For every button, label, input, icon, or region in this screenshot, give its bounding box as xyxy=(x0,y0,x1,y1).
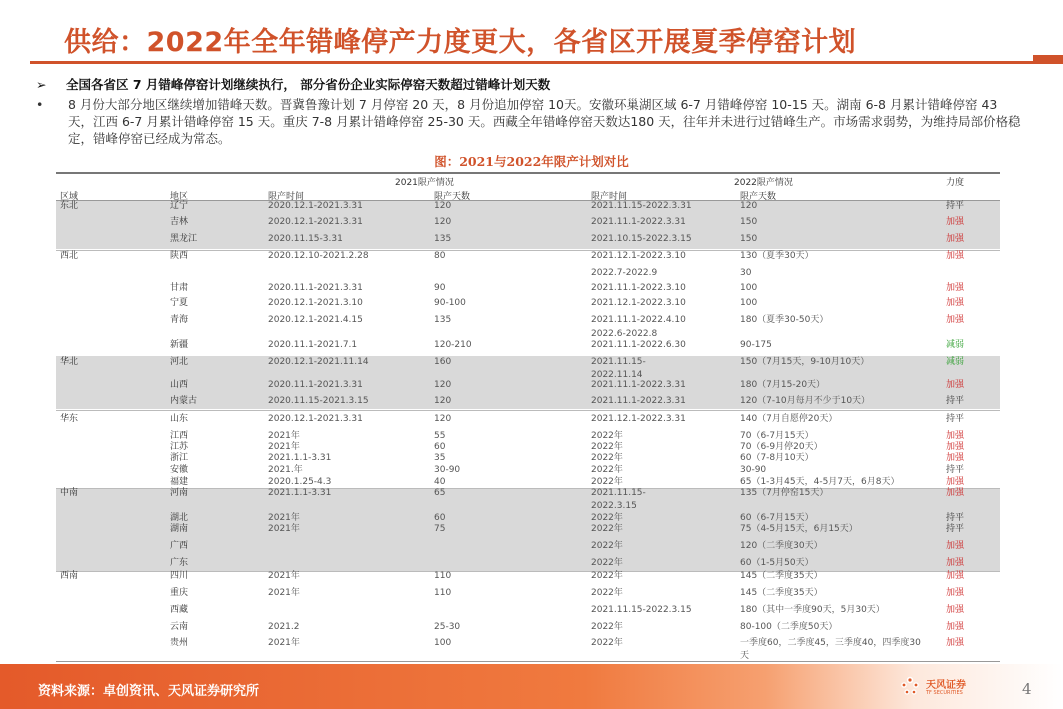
cell-days-2022: 180（其中一季度90天，5月30天） xyxy=(740,605,885,615)
cell-days-2021: 110 xyxy=(434,571,452,581)
brand-name-en: TF SECURITIES xyxy=(926,690,963,696)
cell-days-2022: 180（7月15-20天） xyxy=(740,380,826,390)
cell-days-2022: 140（7月自愿停20天） xyxy=(740,414,838,424)
cell-days-2021: 90-100 xyxy=(434,298,466,308)
cell-time-2021: 2020.12.1-2021.3.10 xyxy=(268,298,363,308)
cell-province: 广东 xyxy=(170,558,189,568)
arrow-bullet-icon: ➢ xyxy=(36,77,47,92)
cell-time-2022: 2021.11.15- xyxy=(591,357,646,367)
cell-time-2021: 2021年 xyxy=(268,442,300,452)
cell-days-2021: 120-210 xyxy=(434,340,472,350)
cell-time-2022: 2022年 xyxy=(591,541,623,551)
cell-time-2022: 2021.11.15-2022.3.31 xyxy=(591,201,692,211)
cell-time-2022: 2022年 xyxy=(591,513,623,523)
cell-time-2021: 2020.1.25-4.3 xyxy=(268,477,332,487)
cell-days-2022: 145（二季度35天） xyxy=(740,571,823,581)
cell-days-2022: 60（7-8月10天） xyxy=(740,453,814,463)
cell-region: 西北 xyxy=(60,251,79,261)
header-limit-time-2022: 限产时间 xyxy=(591,192,628,202)
region-separator xyxy=(56,410,1000,411)
cell-days-2022: 150 xyxy=(740,234,758,244)
cell-days-2022: 145（二季度35天） xyxy=(740,588,823,598)
cell-days-2022: 60（6-7月15天） xyxy=(740,513,814,523)
cell-province: 新疆 xyxy=(170,340,189,350)
cell-time-2022: 2021.11.1-2022.4.10 xyxy=(591,315,686,325)
cell-time-2021: 2020.12.1-2021.3.31 xyxy=(268,414,363,424)
cell-province: 安徽 xyxy=(170,465,189,475)
cell-time-2021: 2020.12.1-2021.11.14 xyxy=(268,357,369,367)
cell-days-2022: 70（6-7月15天） xyxy=(740,431,814,441)
cell-province: 山东 xyxy=(170,414,189,424)
region-separator xyxy=(56,488,1000,489)
cell-province: 宁夏 xyxy=(170,298,189,308)
cell-days-2021: 110 xyxy=(434,588,452,598)
cell-level: 持平 xyxy=(946,465,965,475)
cell-level: 加强 xyxy=(946,298,965,308)
cell-time-2021: 2021年 xyxy=(268,524,300,534)
cell-time-2022: 2022.6-2022.8 xyxy=(591,329,658,339)
cell-days-2022: 120（7-10月每月不少于10天） xyxy=(740,396,871,406)
cell-days-2022: 天 xyxy=(740,651,750,661)
cell-days-2021: 35 xyxy=(434,453,446,463)
cell-days-2022: 75（4-5月15天，6月15天） xyxy=(740,524,858,534)
header-2022-group: 2022限产情况 xyxy=(734,178,793,188)
dot-bullet-icon: • xyxy=(36,97,44,112)
header-limit-time-2021: 限产时间 xyxy=(268,192,305,202)
cell-time-2022: 2022年 xyxy=(591,571,623,581)
cell-days-2021: 120 xyxy=(434,201,452,211)
cell-level: 持平 xyxy=(946,201,965,211)
cell-time-2022: 2021.11.1-2022.3.31 xyxy=(591,380,686,390)
detail-paragraph-text: 8 月份大部分地区继续增加错峰天数。晋冀鲁豫计划 7 月停窑 20 天，8 月份追加停窑 10天。安徽环巢湖区域 6-7 月错峰停窑 10-15 天。湖南 6-8 月累计错峰停窑 43 天，江西 6-7 月累计错峰停窑 15 天。重庆 7-8 月累计错峰停窑 25-30 天。西藏全年错峰停窑天数达180 天，往年并未进行过错峰生产。市场需求弱势，为维持局部价格稳定，错峰停窑已经成为常态。 xyxy=(68,97,1021,146)
cell-days-2021: 135 xyxy=(434,315,452,325)
cell-region: 华东 xyxy=(60,414,79,424)
cell-time-2022: 2022年 xyxy=(591,477,623,487)
cell-days-2021: 60 xyxy=(434,442,446,452)
cell-province: 重庆 xyxy=(170,588,189,598)
cell-time-2021: 2021年 xyxy=(268,431,300,441)
cell-days-2021: 25-30 xyxy=(434,622,461,632)
header-2021-group: 2021限产情况 xyxy=(395,178,454,188)
cell-level: 加强 xyxy=(946,605,965,615)
cell-days-2022: 100 xyxy=(740,283,758,293)
cell-time-2021: 2021.1.1-3.31 xyxy=(268,453,332,463)
cell-days-2022: 80-100（二季度50天） xyxy=(740,622,838,632)
cell-days-2021: 120 xyxy=(434,396,452,406)
header-limit-days-2021: 限产天数 xyxy=(434,192,471,202)
cell-days-2022: 一季度60，二季度45，三季度40，四季度30 xyxy=(740,638,921,648)
cell-time-2022: 2021.12.1-2022.3.31 xyxy=(591,414,686,424)
cell-time-2021: 2020.11.1-2021.3.31 xyxy=(268,380,363,390)
cell-province: 贵州 xyxy=(170,638,189,648)
cell-province: 河南 xyxy=(170,488,189,498)
table-bottom-rule xyxy=(56,661,1000,662)
cell-level: 加强 xyxy=(946,380,965,390)
cell-days-2022: 60（1-5月50天） xyxy=(740,558,814,568)
cell-time-2022: 2021.11.1-2022.6.30 xyxy=(591,340,686,350)
key-point xyxy=(36,75,550,93)
cell-days-2021: 80 xyxy=(434,251,446,261)
cell-days-2021: 30-90 xyxy=(434,465,461,475)
cell-level: 加强 xyxy=(946,283,965,293)
cell-province: 江西 xyxy=(170,431,189,441)
cell-days-2022: 100 xyxy=(740,298,758,308)
cell-time-2021: 2021年 xyxy=(268,571,300,581)
brand-name: 天风证券 xyxy=(926,680,966,691)
cell-days-2021: 75 xyxy=(434,524,446,534)
cell-province: 内蒙古 xyxy=(170,396,198,406)
cell-days-2021: 40 xyxy=(434,477,446,487)
cell-level: 加强 xyxy=(946,541,965,551)
key-point-text: 全国各省区 7 月错峰停窑计划继续执行， 部分省份企业实际停窑天数超过错峰计划天数 xyxy=(66,77,551,92)
cell-province: 湖南 xyxy=(170,524,189,534)
cell-days-2021: 120 xyxy=(434,217,452,227)
cell-level: 加强 xyxy=(946,488,965,498)
cell-time-2022: 2022年 xyxy=(591,638,623,648)
cell-days-2021: 100 xyxy=(434,638,452,648)
page-number: 4 xyxy=(1022,680,1032,698)
cell-province: 辽宁 xyxy=(170,201,189,211)
cell-time-2021: 2020.12.1-2021.3.31 xyxy=(268,217,363,227)
cell-level: 加强 xyxy=(946,453,965,463)
cell-level: 加强 xyxy=(946,571,965,581)
cell-province: 甘肃 xyxy=(170,283,189,293)
cell-time-2021: 2021年 xyxy=(268,513,300,523)
cell-time-2021: 2020.11.1-2021.3.31 xyxy=(268,283,363,293)
cell-province: 山西 xyxy=(170,380,189,390)
cell-level: 持平 xyxy=(946,414,965,424)
title-corner-accent xyxy=(1033,55,1063,64)
cell-level: 减弱 xyxy=(946,357,965,367)
cell-province: 河北 xyxy=(170,357,189,367)
cell-level: 加强 xyxy=(946,622,965,632)
cell-province: 江苏 xyxy=(170,442,189,452)
cell-region: 中南 xyxy=(60,488,79,498)
title-divider xyxy=(30,61,1033,64)
cell-time-2022: 2021.12.1-2022.3.10 xyxy=(591,251,686,261)
cell-time-2022: 2021.11.15-2022.3.15 xyxy=(591,605,692,615)
cell-level: 加强 xyxy=(946,558,965,568)
cell-days-2022: 130（夏季30天） xyxy=(740,251,814,261)
cell-level: 减弱 xyxy=(946,340,965,350)
cell-level: 加强 xyxy=(946,217,965,227)
cell-time-2022: 2022年 xyxy=(591,558,623,568)
cell-region: 西南 xyxy=(60,571,79,581)
cell-level: 加强 xyxy=(946,251,965,261)
cell-level: 加强 xyxy=(946,638,965,648)
region-band xyxy=(56,489,1000,571)
cell-time-2022: 2022年 xyxy=(591,622,623,632)
cell-province: 青海 xyxy=(170,315,189,325)
cell-level: 持平 xyxy=(946,513,965,523)
cell-days-2021: 60 xyxy=(434,513,446,523)
cell-time-2022: 2021.12.1-2022.3.10 xyxy=(591,298,686,308)
cell-time-2022: 2022年 xyxy=(591,465,623,475)
cell-province: 黑龙江 xyxy=(170,234,198,244)
cell-days-2022: 135（7月停窑15天） xyxy=(740,488,829,498)
cell-time-2022: 2022.3.15 xyxy=(591,501,637,511)
cell-time-2022: 2021.11.1-2022.3.10 xyxy=(591,283,686,293)
cell-time-2021: 2020.11.15-3.31 xyxy=(268,234,343,244)
cell-province: 陕西 xyxy=(170,251,189,261)
header-limit-days-2022: 限产天数 xyxy=(740,192,777,202)
cell-days-2021: 120 xyxy=(434,380,452,390)
cell-time-2021: 2021.年 xyxy=(268,465,303,475)
cell-time-2021: 2021年 xyxy=(268,588,300,598)
cell-time-2021: 2020.12.1-2021.3.31 xyxy=(268,201,363,211)
cell-time-2021: 2020.11.15-2021.3.15 xyxy=(268,396,369,406)
cell-time-2021: 2020.12.10-2021.2.28 xyxy=(268,251,369,261)
cell-time-2021: 2021.1.1-3.31 xyxy=(268,488,332,498)
cell-time-2022: 2021.11.15- xyxy=(591,488,646,498)
cell-days-2022: 70（6-9月停20天） xyxy=(740,442,823,452)
cell-days-2022: 90-175 xyxy=(740,340,772,350)
cell-time-2022: 2022年 xyxy=(591,431,623,441)
region-separator xyxy=(56,250,1000,251)
cell-time-2022: 2021.11.1-2022.3.31 xyxy=(591,396,686,406)
cell-province: 浙江 xyxy=(170,453,189,463)
cell-time-2022: 2022.7-2022.9 xyxy=(591,268,658,278)
cell-days-2021: 55 xyxy=(434,431,446,441)
cell-level: 加强 xyxy=(946,442,965,452)
cell-level: 加强 xyxy=(946,234,965,244)
cell-time-2022: 2021.10.15-2022.3.15 xyxy=(591,234,692,244)
cell-province: 西藏 xyxy=(170,605,189,615)
cell-time-2022: 2022年 xyxy=(591,453,623,463)
cell-days-2021: 65 xyxy=(434,488,446,498)
cell-province: 云南 xyxy=(170,622,189,632)
cell-days-2021: 120 xyxy=(434,414,452,424)
cell-days-2021: 160 xyxy=(434,357,452,367)
cell-time-2021: 2020.11.1-2021.7.1 xyxy=(268,340,358,350)
cell-time-2022: 2021.11.1-2022.3.31 xyxy=(591,217,686,227)
header-level: 力度 xyxy=(946,178,965,188)
cell-days-2021: 135 xyxy=(434,234,452,244)
page-title: 供给：2022年全年错峰停产力度更大，各省区开展夏季停窑计划 xyxy=(64,27,857,58)
table-header-rule xyxy=(56,200,1000,201)
header-region: 区域 xyxy=(60,192,79,202)
cell-days-2022: 150 xyxy=(740,217,758,227)
cell-province: 福建 xyxy=(170,477,189,487)
figure-title: 图：2021与2022年限产计划对比 xyxy=(434,154,629,169)
cell-days-2022: 180（夏季30-50天） xyxy=(740,315,829,325)
cell-days-2022: 120 xyxy=(740,201,758,211)
header-province: 地区 xyxy=(170,192,189,202)
cell-level: 加强 xyxy=(946,588,965,598)
cell-days-2022: 120（二季度30天） xyxy=(740,541,823,551)
source-note: 资料来源：卓创资讯、天风证券研究所 xyxy=(38,684,260,699)
cell-days-2022: 30-90 xyxy=(740,465,767,475)
cell-days-2021: 90 xyxy=(434,283,446,293)
cell-time-2022: 2022年 xyxy=(591,442,623,452)
cell-province: 湖北 xyxy=(170,513,189,523)
cell-days-2022: 65（1-3月45天，4-5月7天，6月8天） xyxy=(740,477,900,487)
cell-time-2022: 2022年 xyxy=(591,524,623,534)
cell-level: 加强 xyxy=(946,431,965,441)
detail-paragraph xyxy=(36,96,1026,147)
cell-time-2021: 2021.2 xyxy=(268,622,300,632)
cell-level: 持平 xyxy=(946,396,965,406)
cell-time-2022: 2022.11.14 xyxy=(591,370,643,380)
cell-days-2022: 150（7月15天，9-10月10天） xyxy=(740,357,870,367)
cell-days-2022: 30 xyxy=(740,268,752,278)
cell-time-2021: 2020.12.1-2021.4.15 xyxy=(268,315,363,325)
cell-level: 加强 xyxy=(946,477,965,487)
cell-province: 吉林 xyxy=(170,217,189,227)
cell-province: 四川 xyxy=(170,571,189,581)
cell-region: 东北 xyxy=(60,201,79,211)
region-separator xyxy=(56,571,1000,572)
cell-region: 华北 xyxy=(60,357,79,367)
cell-time-2022: 2022年 xyxy=(591,588,623,598)
cell-level: 加强 xyxy=(946,315,965,325)
region-band xyxy=(56,201,1000,249)
cell-province: 广西 xyxy=(170,541,189,551)
cell-time-2021: 2021年 xyxy=(268,638,300,648)
table-top-rule xyxy=(56,172,1000,174)
cell-level: 持平 xyxy=(946,524,965,534)
